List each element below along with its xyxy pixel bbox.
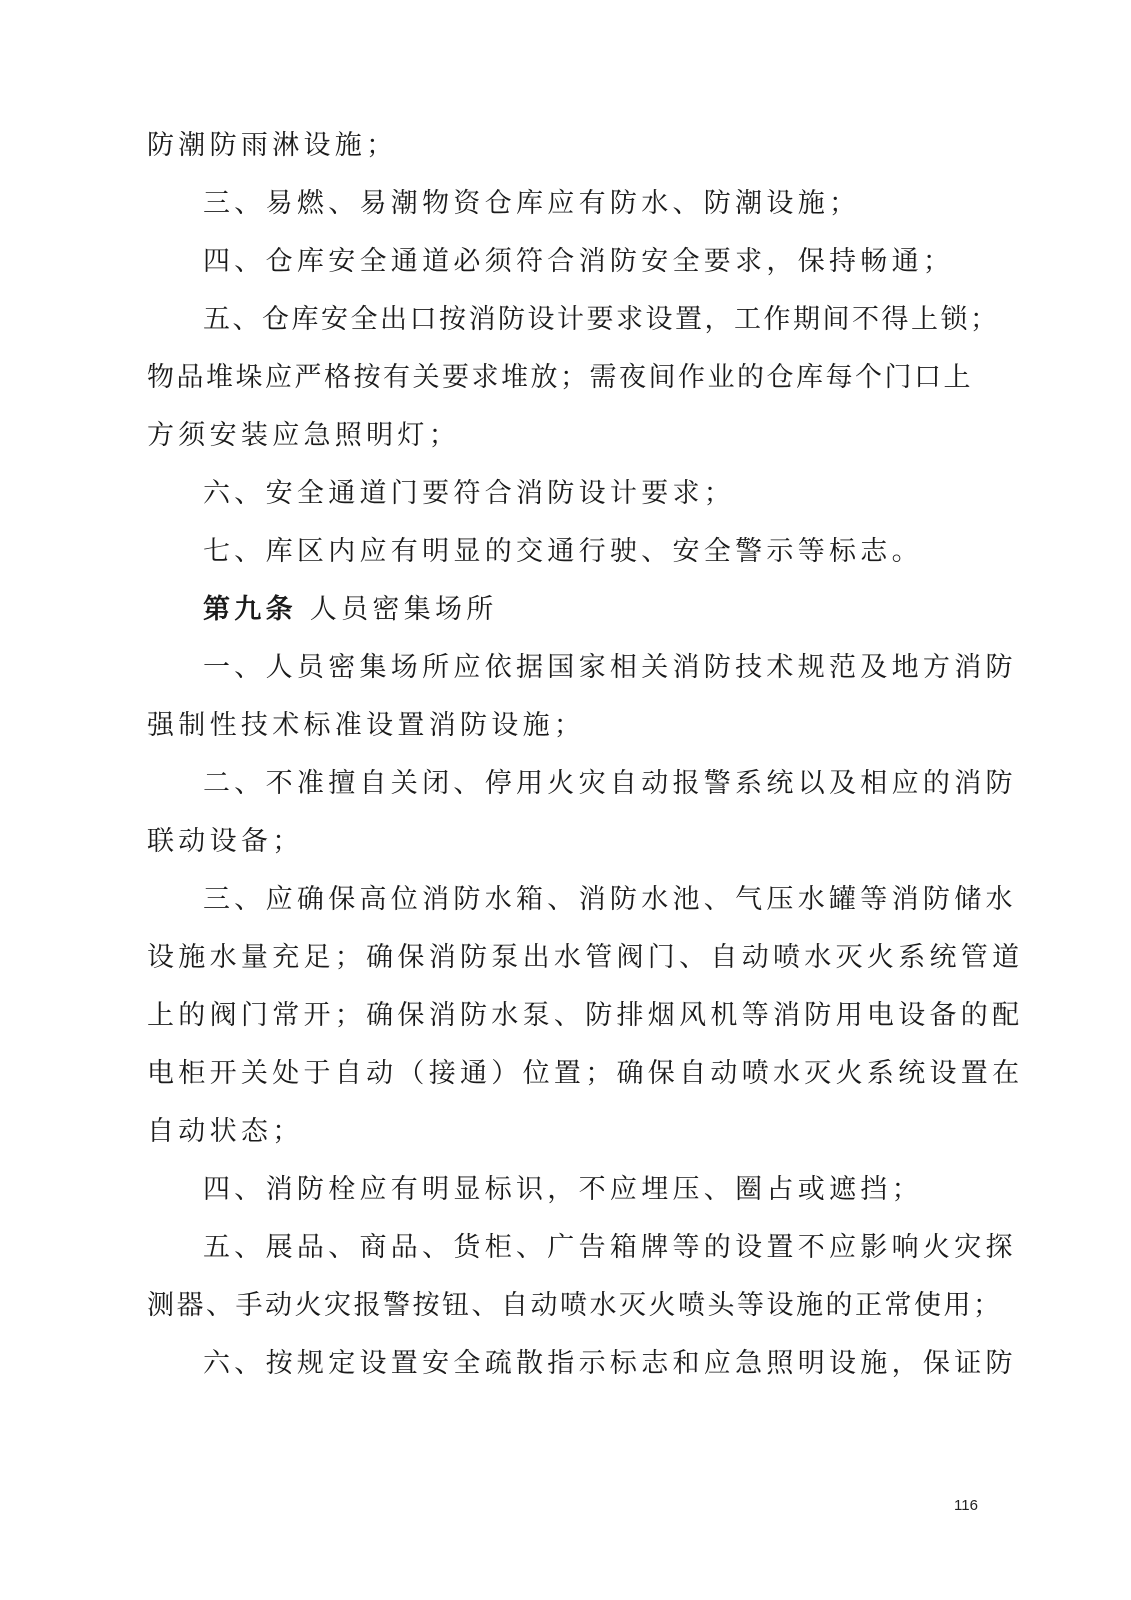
article-heading [203, 592, 985, 628]
text-line: 测器、手动火灾报警按钮、自动喷水灭火喷头等设施的正常使用； [147, 1290, 1003, 1321]
text-line: 一、人员密集场所应依据国家相关消防技术规范及地方消防 [203, 652, 1017, 683]
text-line: 六、安全通道门要符合消防设计要求； [203, 478, 736, 509]
page-number: 116 [954, 1497, 978, 1514]
text-line: 上的阀门常开；确保消防水泵、防排烟风机等消防用电设备的配 [147, 1000, 1024, 1031]
text-line: 四、消防栓应有明显标识，不应埋压、圈占或遮挡； [203, 1174, 923, 1205]
text-line: 五、展品、商品、货柜、广告箱牌等的设置不应影响火灾探 [203, 1232, 1017, 1263]
text-line: 强制性技术标准设置消防设施； [147, 710, 586, 741]
text-line: 防潮防雨淋设施； [147, 130, 398, 161]
text-line: 二、不准擅自关闭、停用火灾自动报警系统以及相应的消防 [203, 768, 1017, 799]
text-line: 六、按规定设置安全疏散指示标志和应急照明设施，保证防 [203, 1348, 1017, 1379]
text-line: 自动状态； [147, 1116, 304, 1147]
text-line: 三、应确保高位消防水箱、消防水池、气压水罐等消防储水 [203, 884, 1017, 915]
article-title: 人员密集场所 [309, 594, 498, 625]
text-line: 三、易燃、易潮物资仓库应有防水、防潮设施； [203, 188, 861, 219]
text-line: 设施水量充足；确保消防泵出水管阀门、自动喷水灭火系统管道 [147, 942, 1024, 973]
text-line: 四、仓库安全通道必须符合消防安全要求，保持畅通； [203, 246, 955, 277]
article-number: 第九条 [203, 594, 297, 625]
text-line: 联动设备； [147, 826, 304, 857]
text-line: 方须安装应急照明灯； [147, 420, 460, 451]
text-line: 电柜开关处于自动（接通）位置；确保自动喷水灭火系统设置在 [147, 1058, 1024, 1089]
text-line: 七、库区内应有明显的交通行驶、安全警示等标志。 [203, 536, 923, 567]
text-line: 五、仓库安全出口按消防设计要求设置，工作期间不得上锁； [203, 304, 1000, 335]
text-line: 物品堆垛应严格按有关要求堆放；需夜间作业的仓库每个门口上 [147, 362, 973, 393]
